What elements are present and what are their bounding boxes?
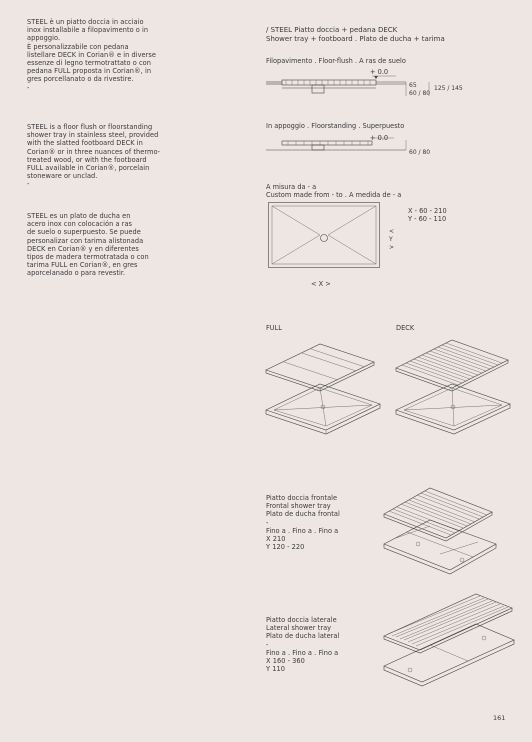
lateral-tray-drawing <box>380 590 520 700</box>
description-spanish: STEEL es un plato de ducha en acero inox con colocación a ras de suelo o superpuesto. Se puede personalizar con tarima alistonada DECK en Corian® y en diferentes tipos de madera termotratada o con tarima FULL en Corian®, en gres aporcelanado o para revestir. <box>27 212 149 278</box>
floor-flush-section-drawing <box>266 74 446 104</box>
custom-y-arrow-top: < <box>389 228 395 235</box>
floor-flush-zero: + 0.0 <box>370 68 389 76</box>
frontal-tray-drawing <box>380 482 500 582</box>
floorstanding-section-drawing <box>266 138 446 158</box>
page-number: 161 <box>493 714 506 722</box>
floorstanding-dim: 60 / 80 <box>409 149 431 156</box>
floor-flush-dim-125-145: 125 / 145 <box>434 85 463 92</box>
floor-flush-dim-60-80: 60 / 80 <box>409 90 431 97</box>
full-tray-exploded-drawing <box>264 340 384 450</box>
custom-y-range: Y - 60 - 110 <box>408 215 447 223</box>
floor-flush-label: Filopavimento . Floor-flush . A ras de suelo <box>266 57 406 65</box>
header-title: / STEEL Piatto doccia + pedana DECK <box>266 26 398 34</box>
custom-label-en-es: Custom made from - to . A medida de - a <box>266 191 402 199</box>
deck-tray-exploded-drawing <box>392 336 512 448</box>
header-subtitle: Shower tray + footboard . Plato de ducha + tarima <box>266 35 445 43</box>
custom-x-range: X - 60 - 210 <box>408 207 447 215</box>
description-english: STEEL is a floor flush or floorstanding shower tray in stainless steel, provided with the slatted footboard DECK in Corian® or in three nuances of thermo- treated wood, or with the footboard FULL available in Corian®, porcelain stoneware or unclad. - <box>27 123 161 189</box>
custom-y-arrow-label: Y <box>389 236 393 243</box>
variant-deck-label: DECK <box>396 324 415 332</box>
frontal-tray-description: Piatto doccia frontale Frontal shower tray Plato de ducha frontal - Fino a . Fino a . Fino a X 210 Y 120 - 220 <box>266 494 340 552</box>
variant-full-label: FULL <box>266 324 282 332</box>
floorstanding-label: In appoggio . Floorstanding . Superpuesto <box>266 122 405 130</box>
custom-label-it: A misura da - a <box>266 183 317 191</box>
custom-tray-plan-drawing <box>268 202 383 270</box>
lateral-tray-description: Piatto doccia laterale Lateral shower tray Plato de ducha lateral - Fino a . Fino a . Fino a X 160 - 360 Y 110 <box>266 616 340 674</box>
floorstanding-zero: + 0.0 <box>370 134 389 142</box>
custom-x-arrow: < X > <box>311 280 331 288</box>
custom-y-arrow-bottom: > <box>389 244 395 251</box>
description-italian: STEEL è un piatto doccia in acciaio inox installabile a filopavimento o in appoggio. È personalizzabile con pedana listellare DECK in Corian® e in diverse essenze di legno termotrattato o con pedana FULL proposta in Corian®, in gres porcellanato o da rivestire. - <box>27 18 157 92</box>
floor-flush-dim-65: 65 <box>409 82 417 89</box>
